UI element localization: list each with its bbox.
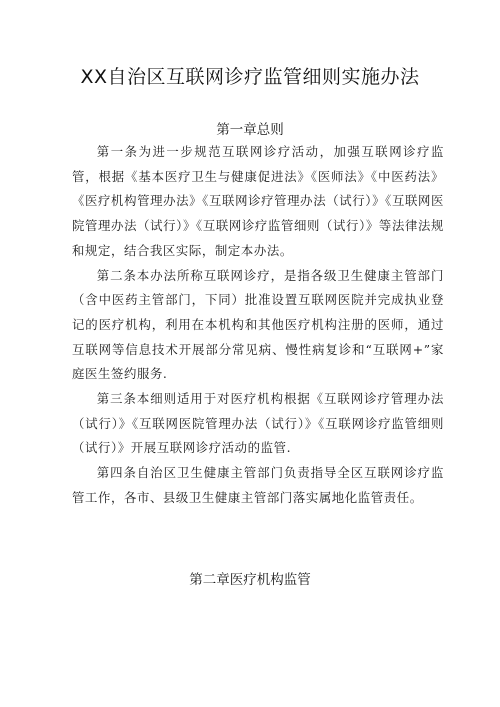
article-3: 第三条本细则适用于对医疗机构根据《互联网诊疗管理办法（试行）》《互联网医院管理办法（试行）》《互联网诊疗监管细则（试行）》开展互联网诊疗活动的监管. [72,391,444,456]
article-4: 第四条自治区卫生健康主管部门负责指导全区互联网诊疗监管工作，各市、县级卫生健康主管部门落实属地化监管责任。 [72,465,444,505]
chapter-1-heading: 第一章总则 [216,122,284,138]
article-1: 第一条为进一步规范互联网诊疗活动，加强互联网诊疗监管，根据《基本医疗卫生与健康促进法》《医师法》《中医药法》《医疗机构管理办法》《互联网诊疗管理办法（试行）》《互联网医院管理办法（试行）》《互联网诊疗监管细则（试行）》等法律法规和规定，结合我区实际，制定本办法。 [72,144,444,258]
chapter-1-body [72,140,444,511]
chapter-2-heading: 第二章医疗机构监管 [189,572,311,588]
article-2: 第二条本办法所称互联网诊疗，是指各级卫生健康主管部门（含中医药主管部门，下同）批准设置互联网医院并完成执业登记的医疗机构，利用在本机构和其他医疗机构注册的医师，通过互联网等信息技术开展部分常见病、慢性病复诊和“互联网+”家庭医生签约服务. [72,267,444,382]
document-title: XX自治区互联网诊疗监管细则实施办法 [80,66,420,88]
